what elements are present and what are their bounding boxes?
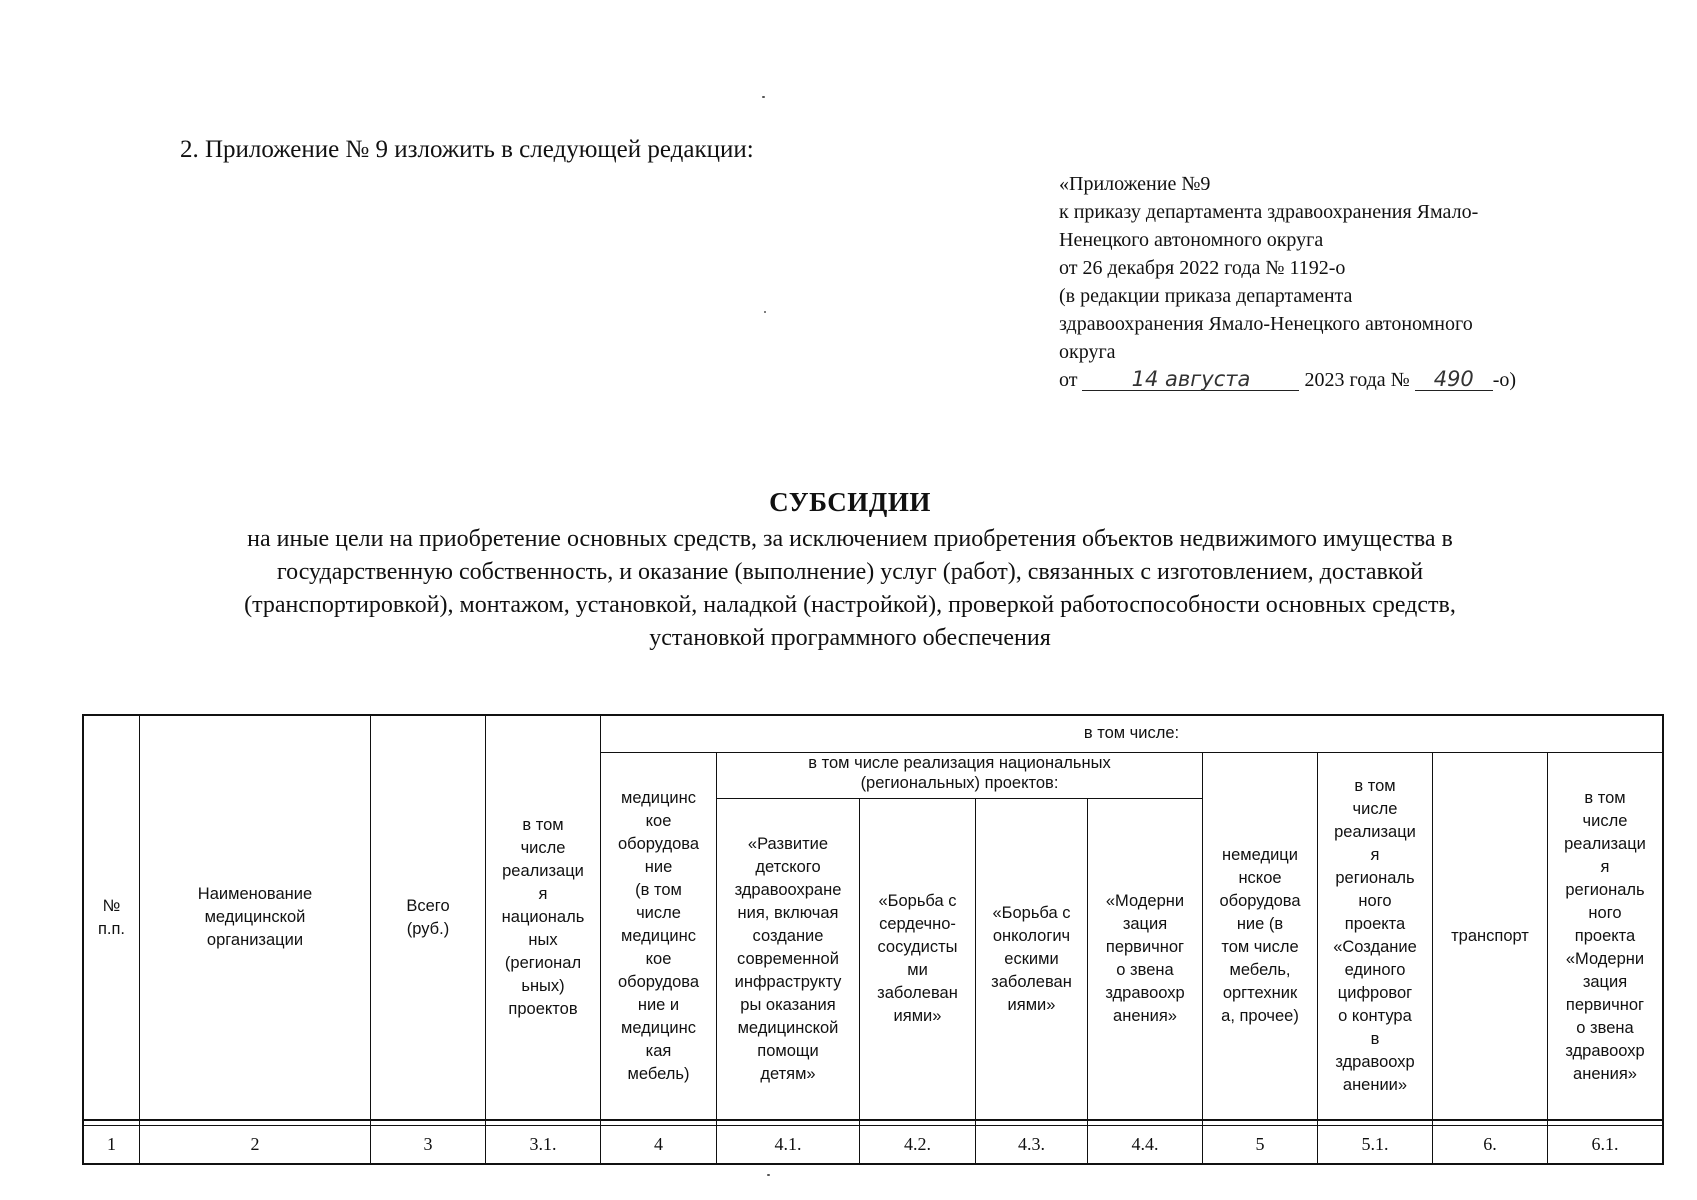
scan-speck [762, 96, 765, 98]
annex-date-line [1059, 366, 1619, 394]
column-number: 5 [1255, 1134, 1265, 1154]
header-national-projects: в том числе реализация национальных (региональных) проектов: [808, 754, 1111, 792]
column-number: 1 [107, 1134, 116, 1154]
annex-line: к приказу департамента здравоохранения Ямало- [1059, 201, 1479, 223]
column-number: 6.1. [1591, 1134, 1619, 1154]
subtitle-line: государственную собственность, и оказание (выполнение) услуг (работ), связанных с изготовлением, доставкой [276, 559, 1424, 585]
annex-line: (в редакции приказа департамента [1059, 285, 1353, 307]
column-number: 4.4. [1131, 1134, 1159, 1154]
col-header-total: Всего (руб.) [406, 896, 450, 938]
col-header-primary-care-transport: в том числе реализаци я региональ ного проекта «Модерни зация первичног о звена здравоохр анения» [1564, 788, 1646, 1083]
column-number: 4.1. [774, 1134, 802, 1154]
annex-line: округа [1059, 341, 1116, 363]
col-header-medical-equipment: медицинс кое оборудова ние (в том числе медицинс кое оборудова ние и медицинс кая мебель) [617, 788, 700, 1083]
subtitle-line: (транспортировкой), монтажом, установкой, наладкой (настройкой), проверкой работоспособности основных средств, [244, 592, 1456, 618]
column-number: 4.2. [904, 1134, 931, 1154]
col-header-no: № п.п. [97, 896, 126, 938]
subtitle-line: на иные цели на приобретение основных средств, за исключением приобретения объектов недвижимого имущества в [247, 526, 1453, 552]
annex-line: Ненецкого автономного округа [1059, 229, 1324, 251]
table-border [1662, 714, 1664, 1165]
item-paragraph: 2. Приложение № 9 изложить в следующей редакции: [180, 136, 754, 163]
column-number: 2 [250, 1134, 260, 1154]
year-text: 2023 года № [1304, 369, 1410, 391]
scan-speck [764, 311, 766, 313]
table-border [82, 1163, 1664, 1165]
document-heading [100, 487, 1600, 655]
annex-line: от 26 декабря 2022 года № 1192-о [1059, 257, 1346, 279]
column-number: 3 [423, 1134, 433, 1154]
annex-line: «Приложение №9 [1059, 173, 1211, 195]
column-number: 3.1. [529, 1134, 557, 1154]
col-header-non-medical-equipment: немедици нское оборудова ние (в том числе мебель, оргтехник а, прочее) [1219, 846, 1301, 1025]
column-number: 6. [1483, 1134, 1497, 1154]
date-prefix: от [1059, 369, 1078, 391]
document-subtitle [100, 523, 1600, 655]
annex-header [1059, 170, 1619, 394]
scan-speck [767, 1174, 770, 1176]
header-including: в том числе: [1083, 724, 1180, 742]
handwritten-date: 14 августа [1082, 368, 1299, 391]
column-number: 4.3. [1018, 1134, 1045, 1154]
annex-line: здравоохранения Ямало-Ненецкого автономного [1059, 313, 1473, 335]
handwritten-number: 490 [1415, 368, 1493, 391]
col-header-child-health: «Развитие детского здравоохране ния, включая создание современной инфраструкту ры оказания медицинской помощи детям» [734, 834, 842, 1083]
col-header-oncology: «Борьба с онкологич ескими заболеван иями» [991, 903, 1072, 1014]
col-header-transport: транспорт [1451, 926, 1529, 945]
col-header-organization: Наименование медицинской организации [197, 885, 313, 949]
number-suffix: -о) [1492, 369, 1517, 391]
document-title: СУБСИДИИ [769, 487, 931, 517]
table-rule [82, 1119, 1664, 1121]
column-number: 5.1. [1361, 1134, 1389, 1154]
col-header-digital-contour: в том числе реализаци я региональ ного проекта «Создание единого цифровог о контура в здравоохр анении» [1333, 777, 1417, 1094]
col-header-primary-care: «Модерни зация первичног о звена здравоохр анения» [1105, 892, 1185, 1025]
col-header-cardio: «Борьба с сердечно- сосудисты ми заболеван иями» [877, 892, 958, 1025]
column-number: 4 [654, 1134, 663, 1154]
col-header-national-projects: в том числе реализаци я националь ных (регионал ьных) проектов [501, 816, 585, 1018]
subtitle-line: установкой программного обеспечения [649, 625, 1051, 651]
